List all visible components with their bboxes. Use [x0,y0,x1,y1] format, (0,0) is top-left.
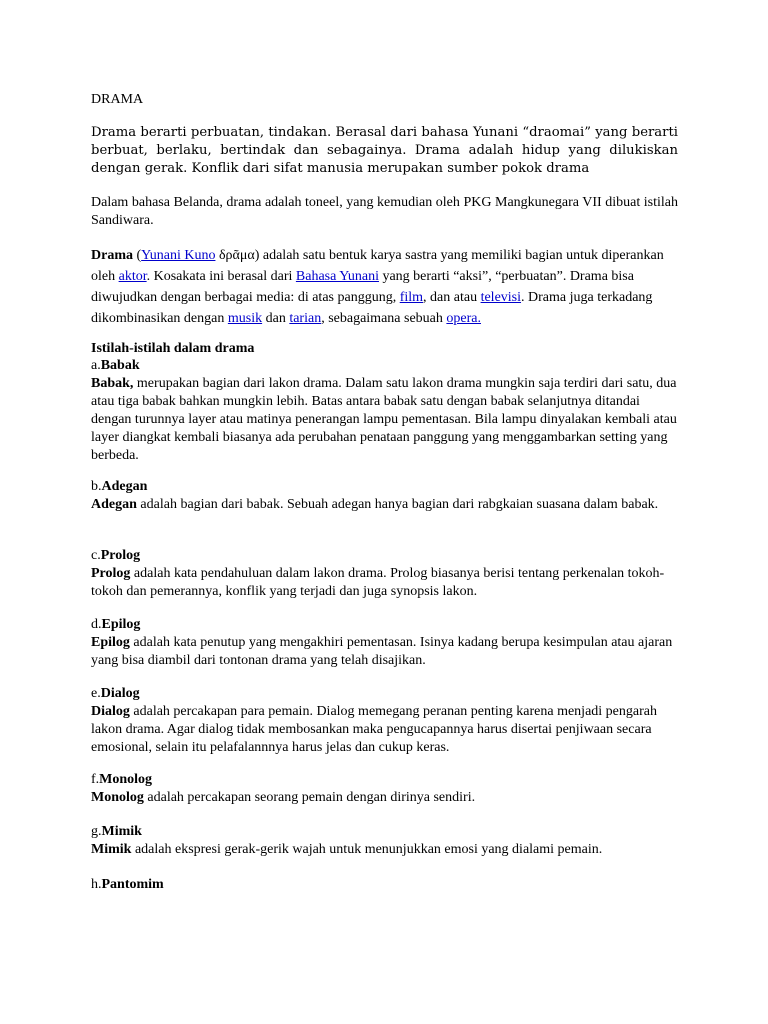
link-musik[interactable]: musik [227,311,263,326]
link-opera[interactable]: opera. [446,311,481,326]
term-adegan [91,478,678,514]
term-heading: a.Babak [91,358,140,373]
wiki-text: . Drama juga terkadang dikombinasikan dengan [91,290,653,326]
link-aktor[interactable]: aktor [118,269,147,284]
link-yunani-kuno[interactable]: Yunani Kuno [141,248,216,263]
wiki-term: Drama [91,248,133,263]
wiki-text: δρᾶμα) adalah satu bentuk karya sastra yang memiliki bagian untuk diperankan oleh [91,248,664,284]
term-heading: d.Epilog [91,617,141,632]
intro-paragraph-2: Dalam bahasa Belanda, drama adalah toneel, yang kemudian oleh PKG Mangkunegara VII dibuat istilah Sandiwara. [91,195,678,228]
wiki-text: yang berarti “aksi”, “perbuatan”. Drama bisa diwujudkan dengan berbagai media: di atas panggung, [91,269,634,305]
term-definition: Monolog adalah percakapan seorang pemain dengan dirinya sendiri. [91,790,476,805]
link-televisi[interactable]: televisi [480,290,522,305]
term-monolog [91,771,678,807]
term-definition: Babak, merupakan bagian dari lakon drama. Dalam satu lakon drama mungkin saja terdiri dari satu, dua atau tiga babak bahkan mungkin lebih. Batas antara babak satu dengan babak selanjutnya ditandai dengan turunnya layer atau matinya penerangan lampu pementasan. Bila lampu dinyalakan kembali atau layer diangkat kembali biasanya ada perubahan penataan panggung yang menggambarkan setting yang berbeda. [91,376,677,463]
wiki-text: , dan atau [423,290,481,305]
term-definition: Mimik adalah ekspresi gerak-gerik wajah untuk menunjukkan emosi yang dialami pemain. [91,842,603,857]
wiki-text: dan [262,311,290,326]
term-dialog [91,685,678,757]
term-definition: Dialog adalah percakapan para pemain. Dialog memegang peranan penting karena menjadi pengarah lakon drama. Agar dialog tidak membosankan maka pengucapannya harus disertai penjiwaan secara emosional, selain itu pelafalannnya harus jelas dan cukup keras. [91,704,657,755]
term-definition: Prolog adalah kata pendahuluan dalam lakon drama. Prolog biasanya berisi tentang perkenalan tokoh-tokoh dan pemerannya, konflik yang terjadi dan juga synopsis lakon. [91,566,665,599]
term-heading: b.Adegan [91,479,148,494]
wiki-text: . Kosakata ini berasal dari [146,269,296,284]
term-prolog [91,547,678,601]
term-epilog [91,616,678,670]
wiki-text: , sebagaimana sebuah [321,311,447,326]
link-bahasa-yunani[interactable]: Bahasa Yunani [295,269,379,284]
term-heading: f.Monolog [91,772,153,787]
section-heading: Istilah-istilah dalam drama [91,341,255,356]
term-heading: h.Pantomim [91,877,164,892]
term-mimik [91,823,678,859]
page-title: DRAMA [91,92,144,107]
term-definition: Adegan adalah bagian dari babak. Sebuah adegan hanya bagian dari rabgkaian suasana dalam babak. [91,497,659,512]
term-babak [91,357,678,465]
link-film[interactable]: film [399,290,424,305]
term-heading: c.Prolog [91,548,141,563]
wiki-text: ( [133,248,142,263]
link-tarian[interactable]: tarian [289,311,322,326]
term-heading: e.Dialog [91,686,140,701]
term-definition: Epilog adalah kata penutup yang mengakhiri pementasan. Isinya kadang berupa kesimpulan atau ajaran yang bisa diambil dari tontonan drama yang telah disajikan. [91,635,673,668]
wiki-paragraph [91,245,678,329]
term-heading: g.Mimik [91,824,142,839]
term-pantomim [91,876,678,894]
intro-paragraph-1: Drama berarti perbuatan, tindakan. Berasal dari bahasa Yunani “draomai” yang berarti berbuat, berlaku, bertindak dan sebagainya. Drama adalah hidup yang dilukiskan dengan gerak. Konflik dari sifat manusia merupakan sumber pokok drama [91,125,678,176]
